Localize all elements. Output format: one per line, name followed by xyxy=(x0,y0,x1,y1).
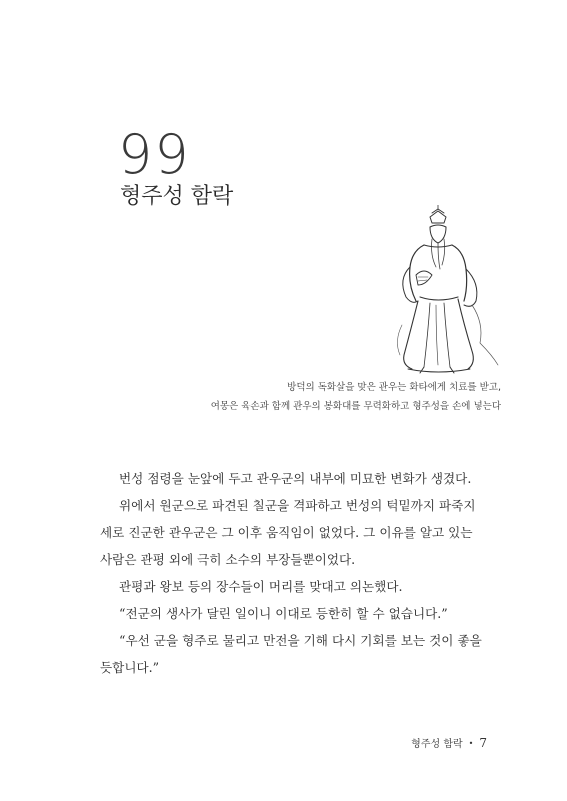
body-line: 번성 점령을 눈앞에 두고 관우군의 내부에 미묘한 변화가 생겼다. xyxy=(119,471,472,486)
caption-line: 여몽은 육손과 함께 관우의 봉화대를 무력화하고 형주성을 손에 넣는다 xyxy=(210,401,501,412)
body-text xyxy=(100,465,494,681)
guan-yu-illustration xyxy=(372,205,502,375)
footer-separator: • xyxy=(468,739,474,748)
caption-line: 방덕의 독화살을 맞은 관우는 화타에게 치료를 받고, xyxy=(287,382,501,393)
running-title: 형주성 함락 xyxy=(411,739,463,750)
illustration-caption xyxy=(211,378,501,416)
body-line: 위에서 원군으로 파견된 칠군을 격파하고 번성의 턱밑까지 파죽지 xyxy=(119,498,476,513)
page-number: 7 xyxy=(479,736,487,750)
body-line: 사람은 관평 외에 극히 소수의 부장들뿐이었다. xyxy=(100,552,356,567)
chapter-number: 99 xyxy=(118,123,191,186)
body-line: “전군의 생사가 달린 일이니 이대로 등한히 할 수 없습니다.” xyxy=(119,606,448,621)
body-line: 관평과 왕보 등의 장수들이 머리를 맞대고 의논했다. xyxy=(119,579,403,594)
body-line: “우선 군을 형주로 물리고 만전을 기해 다시 기회를 보는 것이 좋을 xyxy=(119,633,482,648)
chapter-title: 형주성 함락 xyxy=(120,184,234,209)
page-footer xyxy=(411,736,487,752)
body-line: 세로 진군한 관우군은 그 이후 움직임이 없었다. 그 이유를 알고 있는 xyxy=(100,525,473,540)
body-line: 듯합니다.” xyxy=(100,660,160,675)
